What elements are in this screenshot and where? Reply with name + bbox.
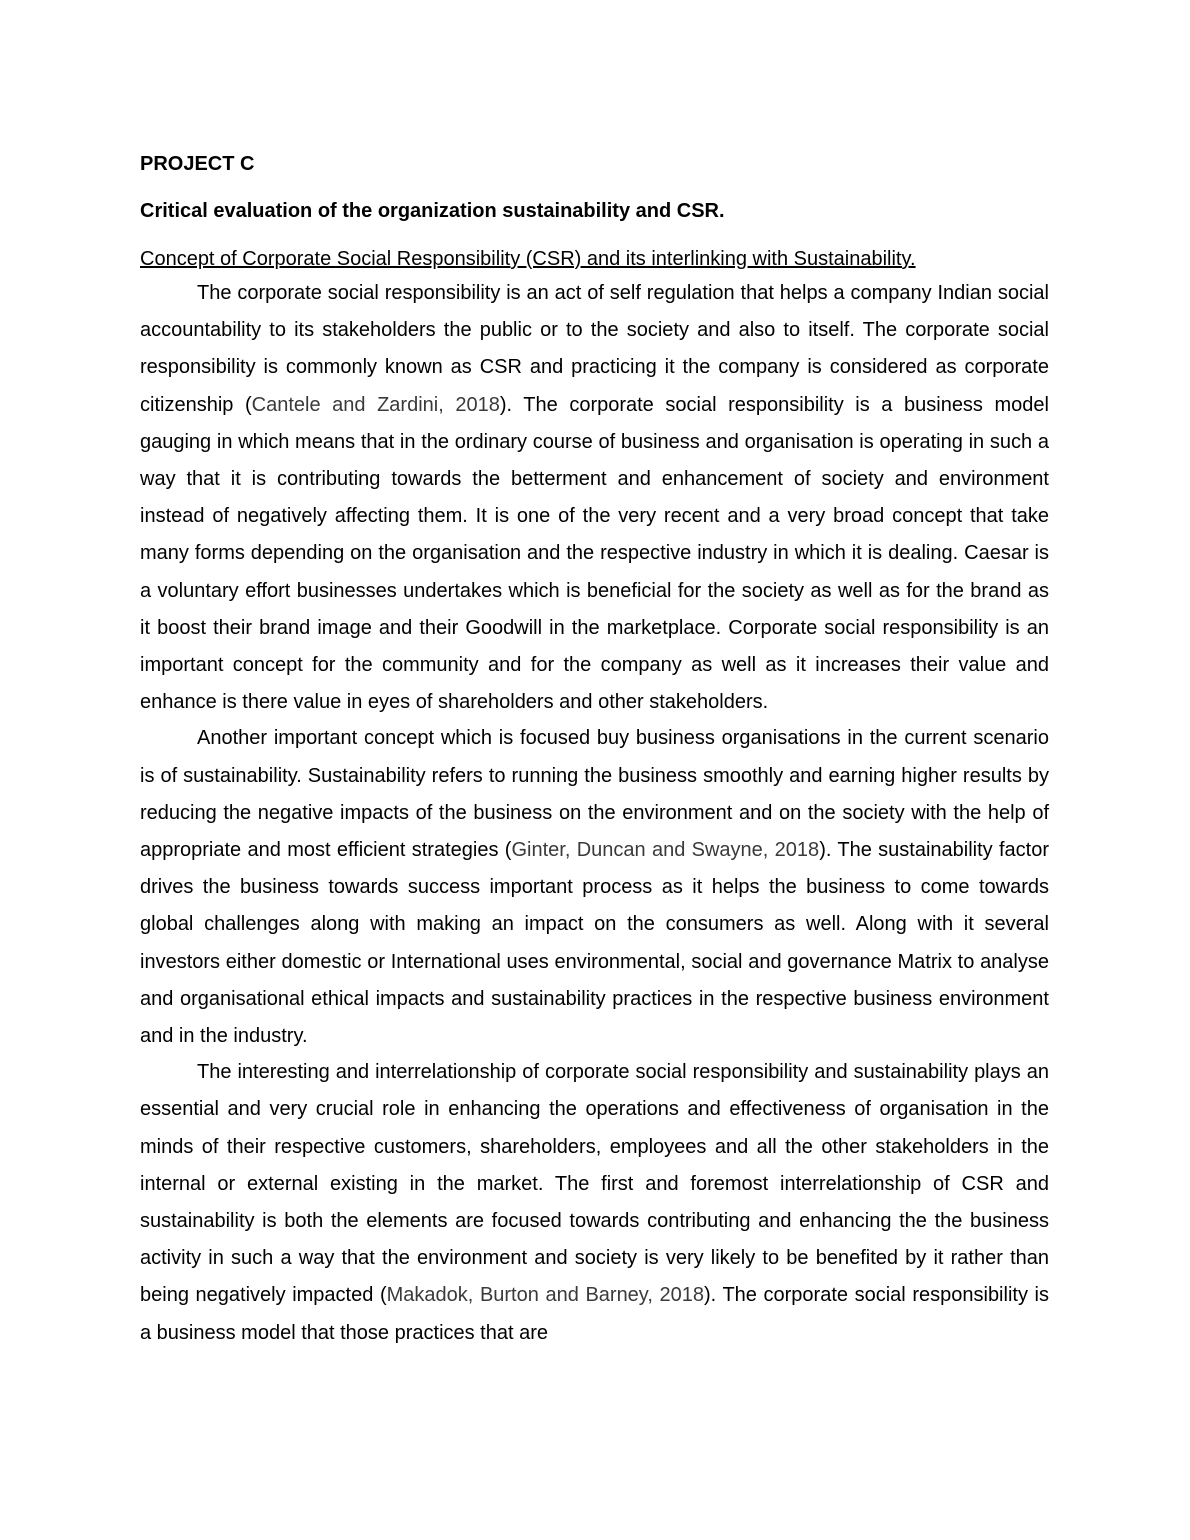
document-title: PROJECT C [140, 153, 255, 175]
citation: Cantele and Zardini, 2018 [251, 393, 500, 416]
paragraph-text: ). The sustainability factor drives the business towards success important process as it helps the business to come towards global challenges along with making an impact on the consumers as well. Along with it several investors either domestic or International uses environmental, social and governance Matrix to analyse and organisational ethical impacts and sustainability practices in the respective business environment and in the industry. [140, 839, 1050, 1048]
paragraph-text: ). The corporate social responsibility is a business model gauging in which means that in the ordinary course of business and organisation is operating in such a way that it is contributing towards the betterment and enhancement of society and environment instead of negatively affecting them. It is one of the very recent and a very broad concept that take many forms depending on the organisation and the respective industry in which it is dealing. Caesar is a voluntary effort businesses undertakes which is beneficial for the society as well as for the brand as it boost their brand image and their Goodwill in the marketplace. Corporate social responsibility is an important concept for the community and for the company as well as it increases their value and enhance is there value in eyes of shareholders and other stakeholders. [140, 393, 1049, 714]
paragraph-text: Another important concept which is focused buy business organisations in the current scenario is of sustainability. Sustainability refers to running the business smoothly and earning higher results by reducing the negative impacts of the business on the environment and on the society with the help of appropriate and most efficient strategies ( [140, 727, 1049, 862]
paragraph-text: The interesting and interrelationship of corporate social responsibility and sustainability plays an essential and very crucial role in enhancing the operations and effectiveness of organisation in the minds of their respective customers, shareholders, employees and all the other stakeholders in the internal or external existing in the market. The first and foremost interrelationship of CSR and sustainability is both the elements are focused towards contributing and enhancing the the business activity in such a way that the environment and society is very likely to be benefited by it rather than being negatively impacted ( [140, 1061, 1049, 1307]
body-paragraph [140, 275, 1049, 721]
citation: Makadok, Burton and Barney, 2018 [386, 1284, 704, 1307]
paragraph-text: The corporate social responsibility is an act of self regulation that helps a company Indian social accountability to its stakeholders the public or to the society and also to itself. The corporate social responsibility is commonly known as CSR and practicing it the company is considered as corporate citizenship ( [140, 282, 1049, 416]
section-heading: Concept of Corporate Social Responsibility (CSR) and its interlinking with Sustainability. [140, 248, 916, 270]
citation: Ginter, Duncan and Swayne, 2018 [511, 839, 820, 862]
body-paragraph [140, 720, 1049, 1055]
body-paragraph [140, 1054, 1049, 1352]
paragraph-text: ). The corporate social responsibility is a business model that those practices that are [140, 1284, 1049, 1344]
document-page [140, 148, 1049, 1352]
document-subtitle: Critical evaluation of the organization sustainability and CSR. [140, 200, 725, 222]
